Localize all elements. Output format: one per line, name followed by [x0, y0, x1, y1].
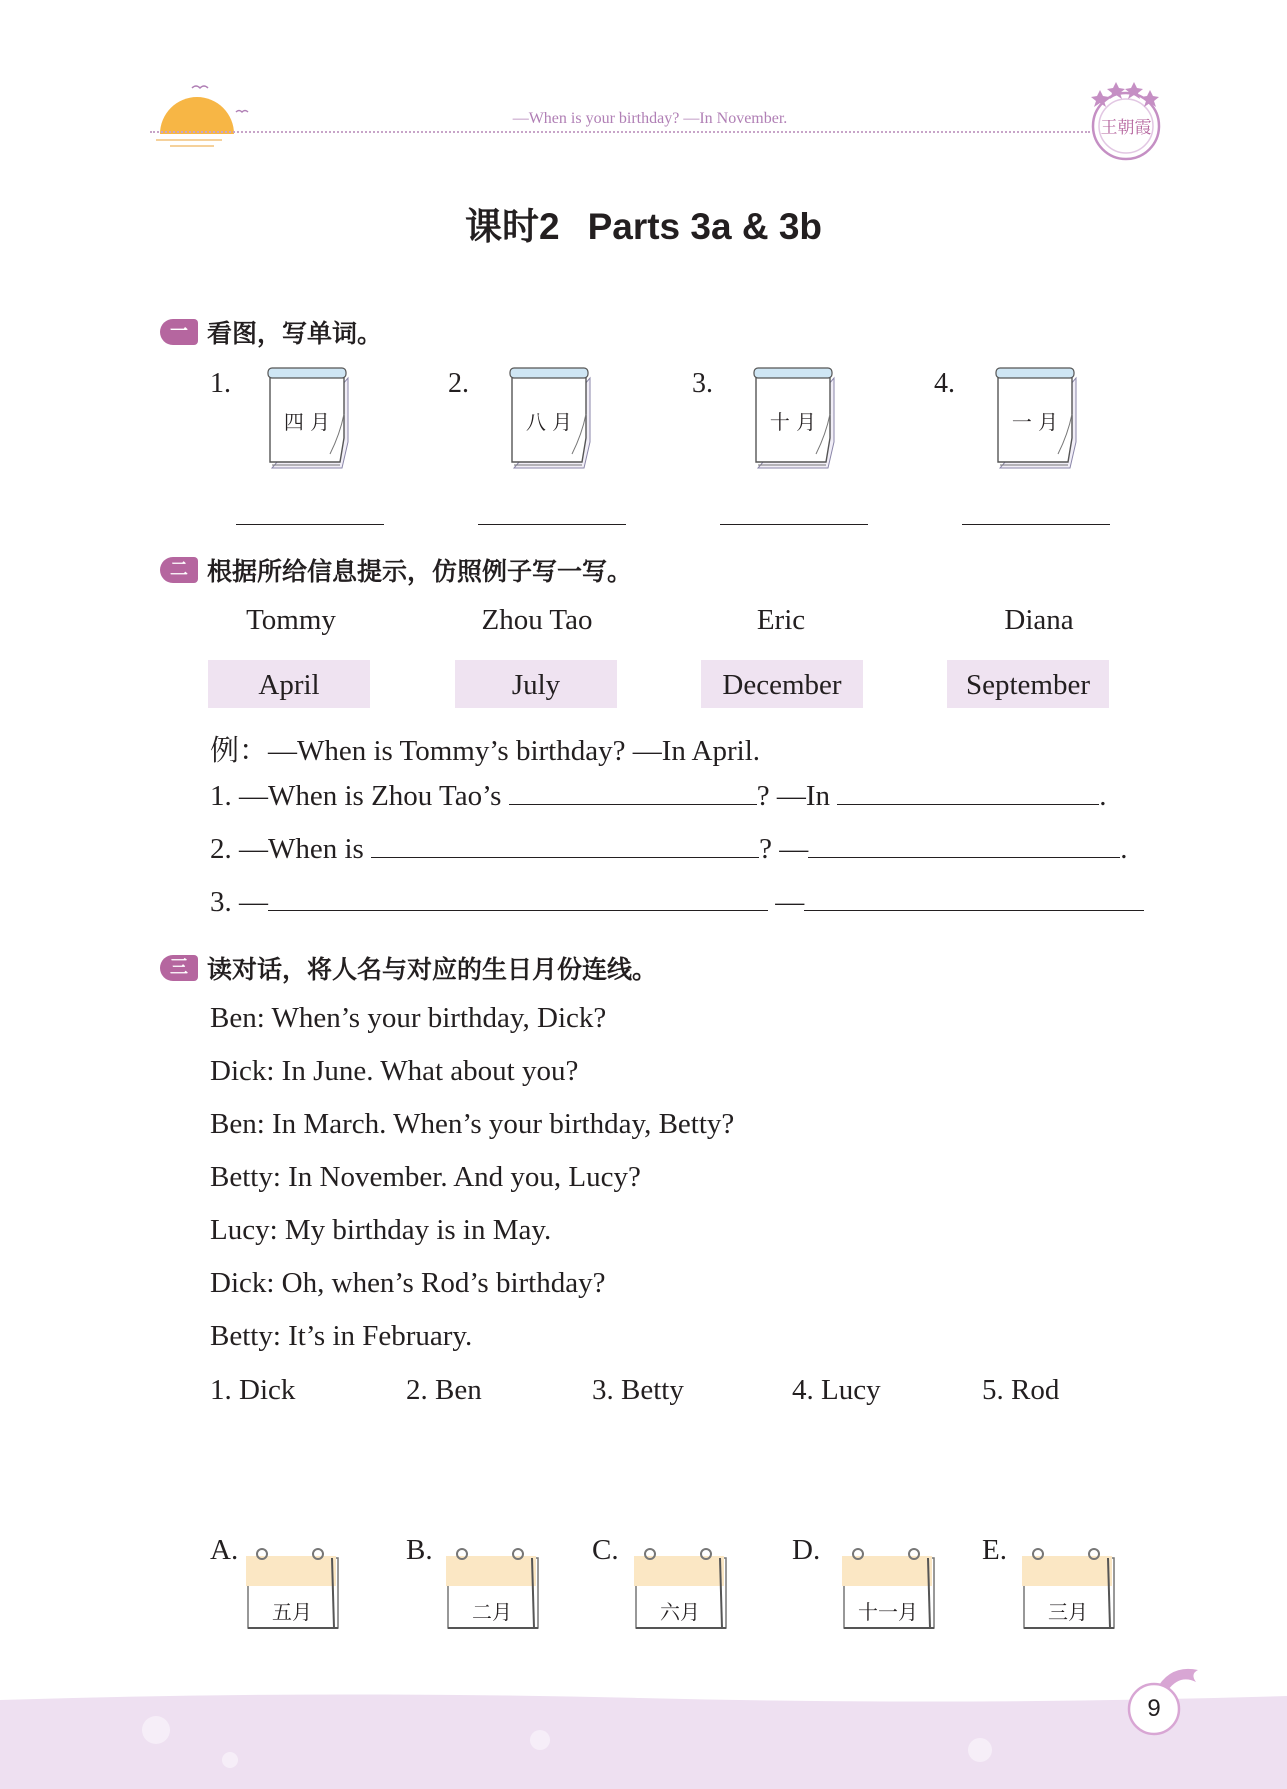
section-1-instruction: 看图，写单词。	[207, 319, 383, 348]
dialog-line: Betty: It’s in February.	[210, 1320, 473, 1352]
question-1	[210, 780, 1106, 813]
dialog-line: Dick: In June. What about you?	[210, 1055, 579, 1087]
month-box: December	[701, 660, 863, 708]
dialog-line: Dick: Oh, when’s Rod’s birthday?	[210, 1267, 606, 1299]
month-box: September	[947, 660, 1109, 708]
q2-end: .	[1120, 833, 1128, 865]
section-2-instruction: 根据所给信息提示，仿照例子写一写。	[207, 557, 633, 586]
option-letter: E.	[982, 1534, 1007, 1566]
q3-prefix: 3. —	[210, 886, 268, 918]
birds-decoration	[150, 80, 250, 152]
answer-blank[interactable]	[268, 890, 768, 911]
dialog-line: Lucy: My birthday is in May.	[210, 1214, 552, 1246]
person-name: Tommy	[246, 604, 336, 636]
answer-blank[interactable]	[509, 784, 757, 805]
q2-qmark: ?	[759, 833, 772, 865]
match-name[interactable]: 3. Betty	[592, 1374, 684, 1406]
person-name: Diana	[1004, 604, 1074, 636]
answer-blank[interactable]	[478, 524, 626, 525]
dialog-line: Betty: In November. And you, Lucy?	[210, 1161, 641, 1193]
logo-text: 王朝霞	[1100, 118, 1152, 138]
answer-blank[interactable]	[804, 890, 1144, 911]
calendar-month-label: 八 月	[525, 410, 573, 434]
section-1-badge: 一	[160, 319, 198, 345]
q1-end: .	[1099, 780, 1107, 812]
lesson-label: 课时2	[464, 206, 560, 247]
q2-prefix: 2. —When is	[210, 833, 364, 865]
answer-blank[interactable]	[808, 837, 1120, 858]
answer-blank[interactable]	[720, 524, 868, 525]
calendar-month-label: 四 月	[283, 410, 331, 434]
question-2	[210, 833, 1127, 866]
calendar-month-label: 二月	[472, 1600, 512, 1624]
q1-qmark: ?	[756, 780, 770, 812]
option-letter: C.	[592, 1534, 619, 1566]
dialog-line: Ben: When’s your birthday, Dick?	[210, 1002, 607, 1034]
month-box: April	[208, 660, 370, 708]
match-name[interactable]: 4. Lucy	[792, 1374, 881, 1406]
item-number: 1.	[210, 368, 231, 399]
q1-in: —In	[776, 780, 830, 812]
option-letter: B.	[406, 1534, 433, 1566]
match-name[interactable]: 2. Ben	[406, 1374, 482, 1406]
page-number: 9	[1147, 1695, 1161, 1722]
calendar-month-label: 三月	[1048, 1600, 1088, 1624]
header-divider	[150, 131, 1090, 133]
calendar-month-label: 五月	[272, 1600, 312, 1624]
publisher-logo-icon	[1086, 78, 1166, 164]
option-letter: D.	[792, 1534, 821, 1566]
parts-label: Parts 3a & 3b	[587, 206, 823, 247]
q1-prefix: 1. —When is Zhou Tao’s	[210, 780, 502, 812]
person-name: Eric	[756, 604, 806, 636]
q3-dash: —	[775, 886, 805, 918]
item-number: 2.	[448, 368, 469, 399]
section-3-instruction: 读对话，将人名与对应的生日月份连线。	[207, 955, 658, 984]
match-name[interactable]: 5. Rod	[982, 1374, 1060, 1406]
calendar-month-label: 一 月	[1011, 410, 1059, 434]
item-number: 4.	[934, 368, 955, 399]
calendar-month-label: 十一月	[858, 1600, 918, 1624]
month-box: July	[455, 660, 617, 708]
match-name[interactable]: 1. Dick	[210, 1374, 296, 1406]
dialog-line: Ben: In March. When’s your birthday, Betty?	[210, 1108, 735, 1140]
answer-blank[interactable]	[837, 784, 1099, 805]
answer-blank[interactable]	[962, 524, 1110, 525]
answer-blank[interactable]	[371, 837, 759, 858]
running-title: —When is your birthday? —In November.	[512, 110, 788, 127]
section-2-badge: 二	[160, 557, 198, 583]
answer-blank[interactable]	[236, 524, 384, 525]
option-letter: A.	[210, 1534, 239, 1566]
person-name: Zhou Tao	[481, 604, 593, 636]
example-sentence: 例：—When is Tommy’s birthday? —In April.	[210, 735, 760, 767]
calendar-month-label: 十 月	[769, 410, 817, 434]
lesson-title	[0, 196, 1287, 250]
calendar-month-label: 六月	[660, 1600, 700, 1624]
footer-band	[0, 1690, 1287, 1789]
section-3-badge: 三	[160, 955, 198, 981]
q2-dash: —	[779, 833, 809, 865]
item-number: 3.	[692, 368, 713, 399]
question-3	[210, 886, 1144, 919]
